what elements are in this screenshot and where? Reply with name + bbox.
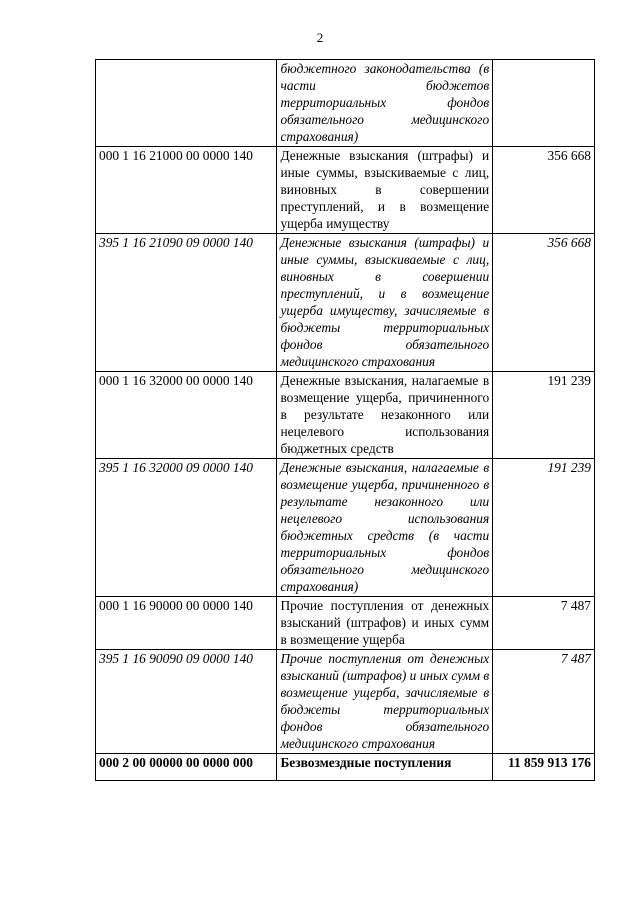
page-number: 2: [316, 30, 324, 45]
row-code: 000 1 16 90000 00 0000 140: [96, 597, 277, 650]
row-code: 395 1 16 21090 09 0000 140: [96, 234, 277, 372]
row-amount: 7 487: [493, 597, 595, 650]
row-amount: 11 859 913 176: [493, 754, 595, 781]
row-name: Денежные взыскания, налагаемые в возмещение ущерба, причиненного в результате незаконного или нецелевого использования бюджетных средств (в части территориальных фондов обязательного медицинского страхования): [277, 459, 493, 597]
row-code: 000 2 00 00000 00 0000 000: [96, 754, 277, 781]
row-code: 000 1 16 21000 00 0000 140: [96, 147, 277, 234]
table-row: [96, 650, 595, 754]
table-row: [96, 234, 595, 372]
table-row: [96, 60, 595, 147]
row-name: Денежные взыскания (штрафы) и иные суммы, взыскиваемые с лиц, виновных в совершении преступлений, и в возмещение ущерба имуществу: [277, 147, 493, 234]
table-row: [96, 147, 595, 234]
row-code: 395 1 16 32000 09 0000 140: [96, 459, 277, 597]
row-amount: 356 668: [493, 234, 595, 372]
table-row: [96, 597, 595, 650]
row-name: бюджетного законодательства (в части бюджетов территориальных фондов обязательного медицинского страхования): [277, 60, 493, 147]
row-amount: 191 239: [493, 459, 595, 597]
row-name: Безвозмездные поступления: [277, 754, 493, 781]
row-name: Денежные взыскания, налагаемые в возмещение ущерба, причиненного в результате незаконного или нецелевого использования бюджетных средств: [277, 372, 493, 459]
row-code: [96, 60, 277, 147]
row-name: Прочие поступления от денежных взысканий (штрафов) и иных сумм в возмещение ущерба: [277, 597, 493, 650]
row-code: 395 1 16 90090 09 0000 140: [96, 650, 277, 754]
budget-revenue-table: [95, 59, 595, 781]
row-name: Прочие поступления от денежных взысканий (штрафов) и иных сумм в возмещение ущерба, зачисляемые в бюджеты территориальных фондов обязательного медицинского страхования: [277, 650, 493, 754]
table-row: [96, 372, 595, 459]
table-body: [96, 60, 595, 781]
row-amount: 7 487: [493, 650, 595, 754]
row-code: 000 1 16 32000 00 0000 140: [96, 372, 277, 459]
row-amount: 356 668: [493, 147, 595, 234]
table-row-total: [96, 754, 595, 781]
row-amount: [493, 60, 595, 147]
table-row: [96, 459, 595, 597]
row-amount: 191 239: [493, 372, 595, 459]
row-name: Денежные взыскания (штрафы) и иные суммы, взыскиваемые с лиц, виновных в совершении преступлений, и в возмещение ущерба имуществу, зачисляемые в бюджеты территориальных фондов обязательного медицинского страхования: [277, 234, 493, 372]
